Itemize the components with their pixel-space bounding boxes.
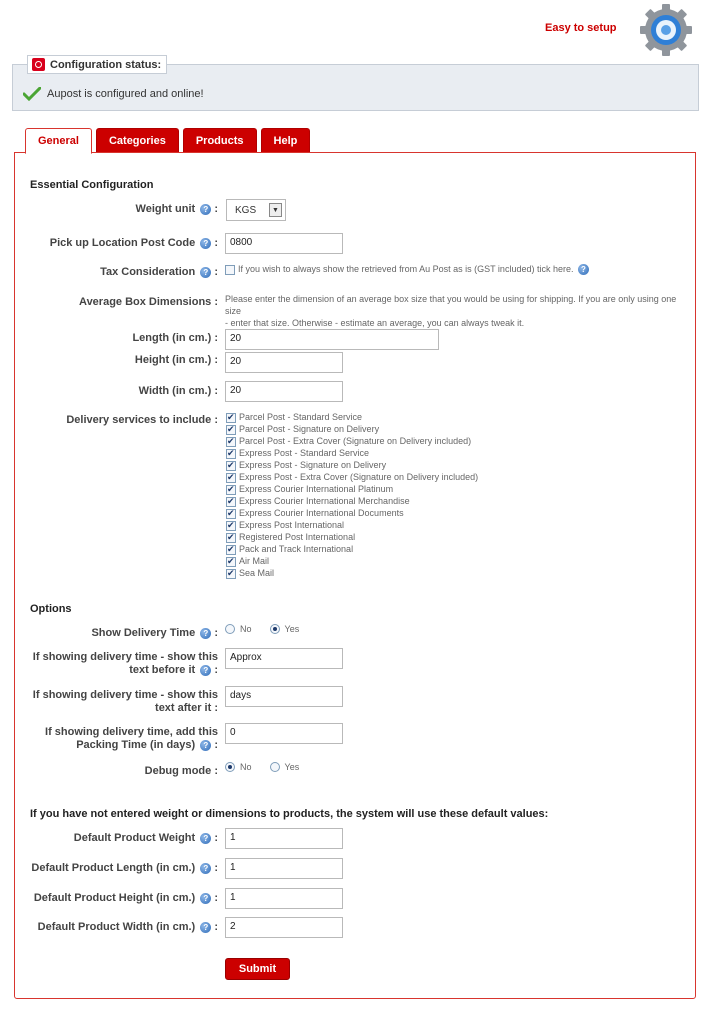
list-item[interactable]: ✔Pack and Track International [226, 543, 478, 555]
packing-time-label: If showing delivery time, add this Packing Time (in days) ? : [45, 726, 218, 751]
easy-to-setup-label: Easy to setup [545, 22, 617, 34]
tax-checkbox[interactable] [225, 265, 235, 275]
configuration-status-title [27, 55, 167, 74]
debug-yes-radio[interactable] [270, 762, 280, 772]
weight-unit-label: Weight unit ? : [135, 203, 218, 215]
avg-box-label: Average Box Dimensions : [79, 296, 218, 308]
list-item[interactable]: ✔ Parcel Post - Standard Service [226, 411, 478, 423]
help-icon[interactable]: ? [200, 267, 211, 278]
aupost-logo-icon [32, 58, 45, 71]
help-icon[interactable]: ? [578, 264, 589, 275]
default-length-input[interactable]: 1 [225, 858, 343, 879]
width-input[interactable]: 20 [225, 381, 343, 402]
service-checkbox[interactable] [226, 413, 236, 423]
service-checkbox[interactable] [226, 449, 236, 459]
service-checkbox[interactable] [226, 545, 236, 555]
essential-config-title: Essential Configuration [30, 179, 154, 191]
list-item[interactable]: ✔Parcel Post - Extra Cover (Signature on Delivery included) [226, 435, 478, 447]
postcode-input[interactable]: 0800 [225, 233, 343, 254]
text-after-label: If showing delivery time - show this text after it : [32, 689, 218, 714]
postcode-label: Pick up Location Post Code ? : [49, 237, 218, 249]
service-checkbox[interactable] [226, 437, 236, 447]
help-icon[interactable]: ? [200, 833, 211, 844]
length-label: Length (in cm.) : [132, 332, 218, 344]
list-item[interactable]: ✔Express Courier International Documents [226, 507, 478, 519]
chevron-down-icon[interactable]: ▼ [269, 203, 282, 217]
help-icon[interactable]: ? [200, 893, 211, 904]
checkmark-icon [23, 87, 41, 101]
tax-note: If you wish to always show the retrieved from Au Post as is (GST included) tick here. [238, 264, 574, 274]
help-icon[interactable]: ? [200, 238, 211, 249]
default-width-input[interactable]: 2 [225, 917, 343, 938]
default-length-label: Default Product Length (in cm.) ? : [31, 862, 218, 874]
default-width-label: Default Product Width (in cm.) ? : [37, 921, 218, 933]
service-checkbox[interactable] [226, 497, 236, 507]
default-weight-label: Default Product Weight ? : [73, 832, 218, 844]
gear-icon [638, 2, 694, 58]
tab-products[interactable]: Products [183, 128, 257, 153]
tab-general[interactable]: General [25, 128, 92, 154]
height-label: Height (in cm.) : [134, 354, 218, 366]
list-item[interactable]: ✔Express Courier International Merchandise [226, 495, 478, 507]
help-icon[interactable]: ? [200, 204, 211, 215]
services-label: Delivery services to include : [66, 414, 218, 426]
service-checkbox[interactable] [226, 569, 236, 579]
configuration-status-box [12, 58, 699, 111]
service-checkbox[interactable] [226, 425, 236, 435]
height-input[interactable]: 20 [225, 352, 343, 373]
help-icon[interactable]: ? [200, 628, 211, 639]
show-delivery-label: Show Delivery Time ? : [91, 627, 218, 639]
list-item[interactable]: ✔Sea Mail [226, 567, 478, 579]
list-item[interactable]: ✔Express Post - Signature on Delivery [226, 459, 478, 471]
packing-time-input[interactable]: 0 [225, 723, 343, 744]
tab-bar [25, 128, 310, 154]
weight-unit-select[interactable]: KGS ▼ [226, 199, 286, 221]
submit-button[interactable]: Submit [225, 958, 290, 980]
debug-mode-radios: No Yes [225, 762, 299, 772]
service-checkbox[interactable] [226, 473, 236, 483]
tax-checkbox-row [225, 263, 589, 275]
text-before-label: If showing delivery time - show this text before it ? : [32, 651, 218, 676]
tab-categories[interactable]: Categories [96, 128, 179, 153]
help-icon[interactable]: ? [200, 922, 211, 933]
list-item[interactable]: ✔Registered Post International [226, 531, 478, 543]
show-delivery-radios: No Yes [225, 624, 299, 634]
service-checkbox[interactable] [226, 521, 236, 531]
default-weight-input[interactable]: 1 [225, 828, 343, 849]
show-delivery-yes-radio[interactable] [270, 624, 280, 634]
list-item[interactable]: ✔Express Post - Standard Service [226, 447, 478, 459]
list-item[interactable]: ✔Express Post - Extra Cover (Signature on Delivery included) [226, 471, 478, 483]
service-checkbox[interactable] [226, 509, 236, 519]
list-item[interactable]: ✔Express Post International [226, 519, 478, 531]
list-item[interactable]: ✔Air Mail [226, 555, 478, 567]
service-checkbox[interactable] [226, 533, 236, 543]
defaults-title: If you have not entered weight or dimensions to products, the system will use these default values: [30, 808, 549, 820]
help-icon[interactable]: ? [200, 740, 211, 751]
list-item[interactable]: ✔Express Courier International Platinum [226, 483, 478, 495]
help-icon[interactable]: ? [200, 863, 211, 874]
options-title: Options [30, 603, 72, 615]
default-height-label: Default Product Height (in cm.) ? : [33, 892, 218, 904]
width-label: Width (in cm.) : [138, 385, 218, 397]
debug-mode-label: Debug mode : [144, 765, 218, 777]
tab-help[interactable]: Help [261, 128, 311, 153]
debug-no-radio[interactable] [225, 762, 235, 772]
text-before-input[interactable]: Approx [225, 648, 343, 669]
default-height-input[interactable]: 1 [225, 888, 343, 909]
status-message-line [23, 87, 204, 101]
length-input[interactable]: 20 [225, 329, 439, 350]
service-checkbox[interactable] [226, 485, 236, 495]
service-checkbox[interactable] [226, 461, 236, 471]
avg-box-note: Please enter the dimension of an average box size that you would be using for shipping. If you are only using one size - enter that size. Otherwise - estimate an average, you can always tweak it. [225, 294, 677, 328]
service-checkbox[interactable] [226, 557, 236, 567]
tax-label: Tax Consideration ? : [100, 266, 218, 278]
text-after-input[interactable]: days [225, 686, 343, 707]
list-item[interactable]: ✔Parcel Post - Signature on Delivery [226, 423, 478, 435]
status-title-text: Configuration status: [50, 58, 162, 71]
services-list [226, 411, 478, 579]
show-delivery-no-radio[interactable] [225, 624, 235, 634]
help-icon[interactable]: ? [200, 665, 211, 676]
status-message: Aupost is configured and online! [47, 88, 204, 100]
